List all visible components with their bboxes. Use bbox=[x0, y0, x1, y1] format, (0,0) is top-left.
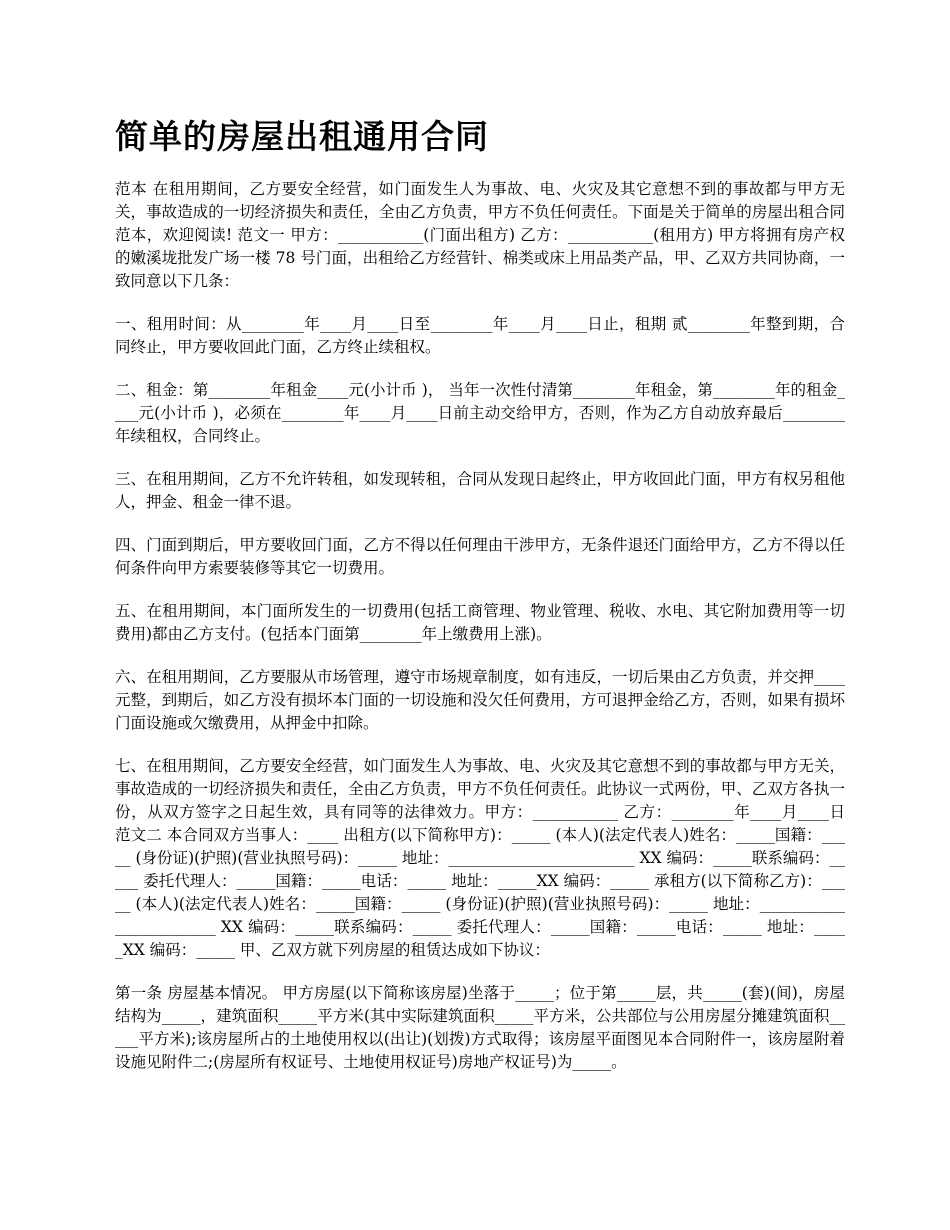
paragraph-article-1: 第一条 房屋基本情况。 甲方房屋(以下简称该房屋)坐落于_____；位于第_____层，共_____(套)(间)，房屋结构为_____，建筑面积_____平方米(其中实际建筑面积_____平方米，公共部位与公用房屋分摊建筑面积_____平方米);该房屋所占的土地使用权以(出让)(划拨)方式取得；该房屋平面图见本合同附件一，该房屋附着设施见附件二;(房屋所有权证号、土地使用权证号)房地产权证号)为_____。 bbox=[115, 984, 845, 1071]
document-title: 简单的房屋出租通用合同 bbox=[115, 117, 489, 156]
paragraph-clause-4: 四、门面到期后，甲方要收回门面，乙方不得以任何理由干涉甲方，无条件退还门面给甲方，乙方不得以任何条件向甲方索要装修等其它一切费用。 bbox=[115, 536, 845, 577]
paragraph-intro: 范本 在租用期间，乙方要安全经营，如门面发生人为事故、电、火灾及其它意想不到的事故都与甲方无关，事故造成的一切经济损失和责任，全由乙方负责，甲方不负任何责任。下面是关于简单的房屋出租合同范本，欢迎阅读! 范文一 甲方：___________(门面出租方) 乙方：___________(租用方) 甲方将拥有房产权的嫩溪垅批发广场一楼 78 号门面，出租给乙方经营针、棉类或床上用品类产品，甲、乙双方共同协商，一致同意以下几条： bbox=[115, 180, 845, 290]
paragraph-clause-6: 六、在租用期间，乙方要服从市场管理，遵守市场规章制度，如有违反，一切后果由乙方负责，并交押____元整，到期后，如乙方没有损坏本门面的一切设施和没欠任何费用，方可退押金给乙方，否则，如果有损坏门面设施或欠缴费用，从押金中扣除。 bbox=[115, 668, 845, 732]
paragraph-clause-2: 二、租金：第________年租金____元(小计币 )， 当年一次性付清第________年租金，第________年的租金____元(小计币 )，必须在________年____月____日前主动交给甲方，否则，作为乙方自动放弃最后________年续租权，合同终止。 bbox=[115, 381, 845, 445]
paragraph-clause-3: 三、在租用期间，乙方不允许转租，如发现转租，合同从发现日起终止，甲方收回此门面，甲方有权另租他人，押金、租金一律不退。 bbox=[115, 470, 845, 511]
paragraph-clause-1: 一、租用时间：从________年____月____日至________年____月____日止，租期 贰________年整到期，合同终止，甲方要收回此门面，乙方终止续租权。 bbox=[115, 315, 845, 356]
document-page bbox=[115, 108, 845, 1094]
paragraph-clause-7: 七、在租用期间，乙方要安全经营，如门面发生人为事故、电、火灾及其它意想不到的事故都与甲方无关，事故造成的一切经济损失和责任，全由乙方负责，甲方不负任何责任。此协议一式两份，甲、乙双方各执一份，从双方签字之日起生效，具有同等的法律效力。甲方：___________ 乙方：________年____月____日 范文二 本合同双方当事人：____ 出租方(以下简称甲方)：_____ (本人)(法定代表人)姓名：_____国籍：_____ (身份证)(护照)(营业执照号码)：_____ 地址：________________________ XX 编码：_____联系编码：_____ 委托代理人：_____国籍：_____电话：_____ 地址：_____XX 编码：_____ 承租方(以下简称乙方)：_____ (本人)(法定代表人)姓名：_____国籍：_____ (身份证)(护照)(营业执照号码)：_____ 地址：________________________ XX 编码：_____联系编码：_____ 委托代理人：_____国籍：_____电话：_____ 地址：_____XX 编码：_____ 甲、乙双方就下列房屋的租赁达成如下协议： bbox=[115, 757, 845, 959]
paragraph-clause-5: 五、在租用期间，本门面所发生的一切费用(包括工商管理、物业管理、税收、水电、其它附加费用等一切费用)都由乙方支付。(包括本门面第________年上缴费用上涨)。 bbox=[115, 602, 845, 643]
